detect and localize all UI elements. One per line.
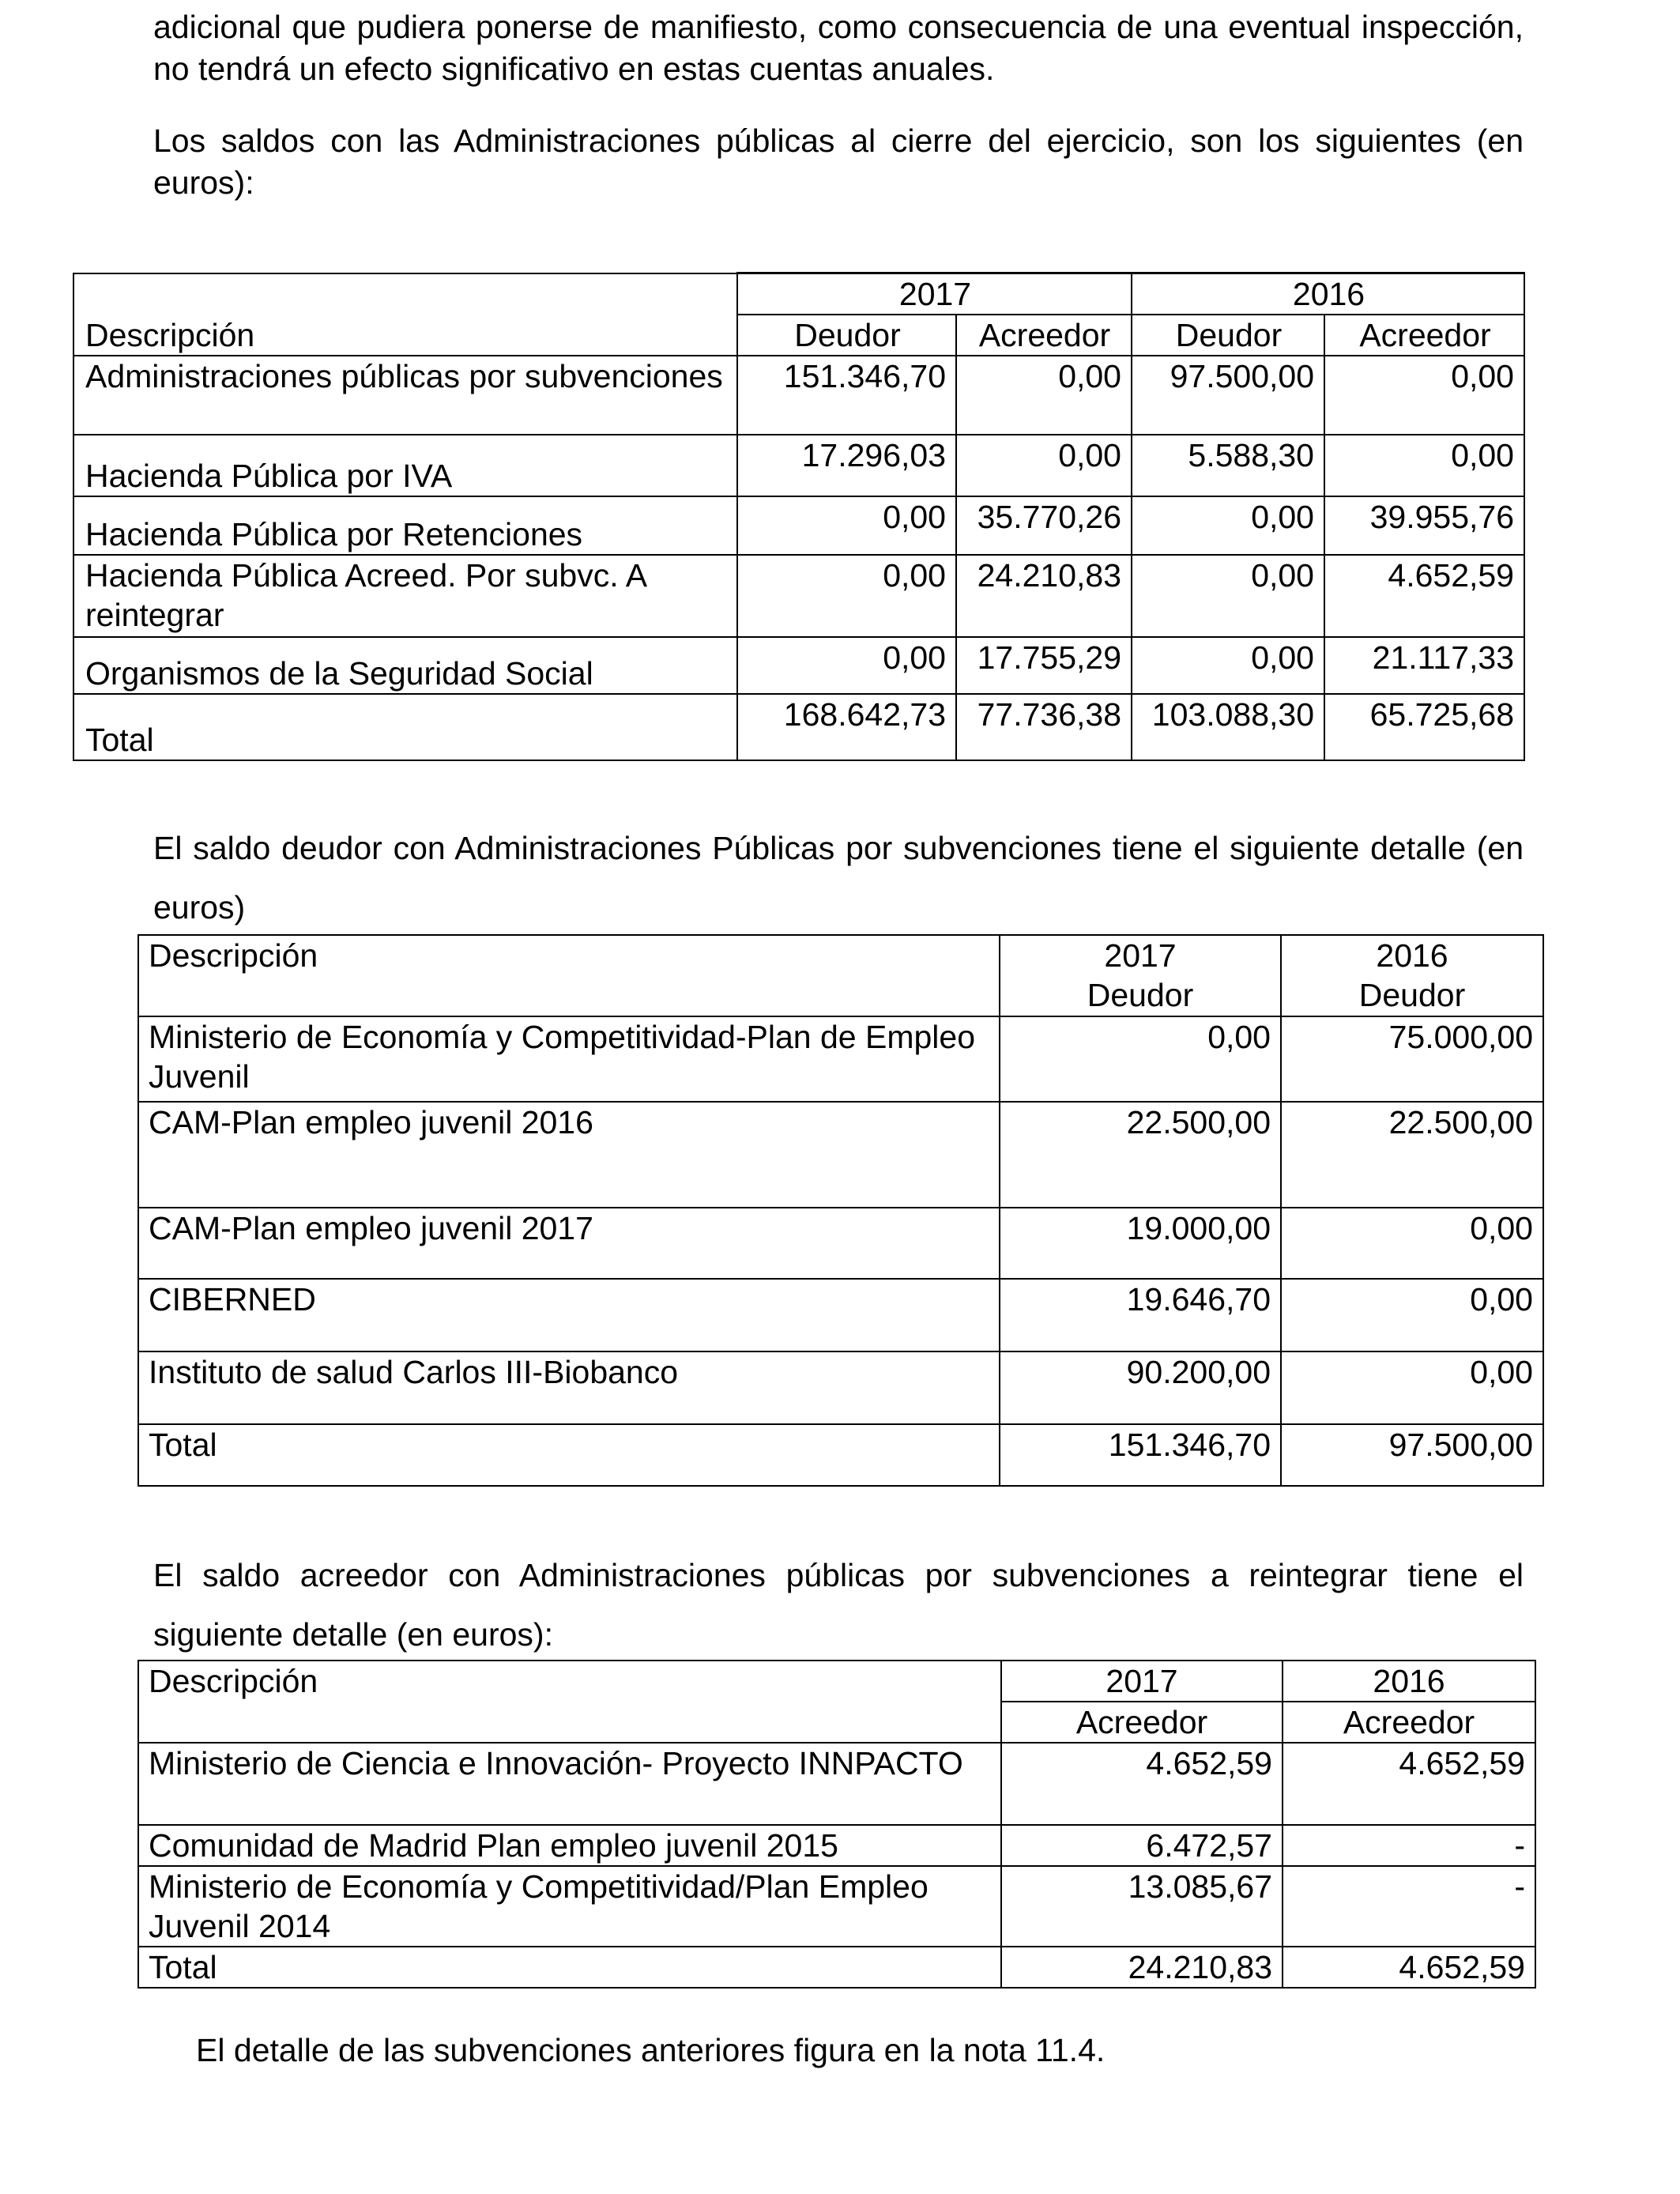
table3-year-2017: 2017 [1001,1661,1283,1702]
row-description: CAM-Plan empleo juvenil 2017 [138,1208,1000,1279]
table-row [138,1866,1535,1947]
cell-2017: 4.652,59 [1001,1743,1283,1825]
row-description: CAM-Plan empleo juvenil 2016 [138,1102,1000,1208]
row-description: Administraciones públicas por subvenciones [73,356,737,435]
cell-2017: 19.646,70 [1000,1279,1281,1351]
table-row [138,1102,1543,1208]
table3-acreedor-2017-header: Acreedor [1001,1702,1283,1743]
row-description: CIBERNED [138,1279,1000,1351]
table3-desc-header-bottom [138,1702,1001,1743]
table-row [138,1016,1543,1102]
table-row [138,1279,1543,1351]
cell-acreedor-2017: 77.736,38 [956,694,1132,760]
table-row [138,1351,1543,1424]
cell-acreedor-2016: 65.725,68 [1324,694,1524,760]
table3-acreedor-2016-header: Acreedor [1283,1702,1535,1743]
table1-desc-header: Descripción [73,315,737,356]
table2-desc-header: Descripción [138,935,1000,975]
cell-2016: - [1283,1866,1535,1947]
cell-2016: 75.000,00 [1281,1016,1543,1102]
table1-acreedor-2016-header: Acreedor [1324,315,1524,356]
table-row-total [73,694,1524,760]
table1-desc-header-top [73,273,737,315]
row-description: Total [73,694,737,760]
cell-2017: 19.000,00 [1000,1208,1281,1279]
table2-deudor-2016-header: Deudor [1281,975,1543,1016]
intro-paragraph: adicional que pudiera ponerse de manifiesto, como consecuencia de una eventual inspección, no tendrá un efecto significativo en estas cuentas anuales. [153,9,1524,88]
table-row [138,1743,1535,1825]
cell-acreedor-2016: 0,00 [1324,356,1524,435]
cell-deudor-2017: 151.346,70 [737,356,956,435]
table2-year-2016: 2016 [1281,935,1543,975]
table-row [138,1825,1535,1866]
row-description: Organismos de la Seguridad Social [73,637,737,694]
row-description: Total [138,1947,1001,1988]
table1-year-2016: 2016 [1132,273,1524,315]
cell-acreedor-2017: 0,00 [956,435,1132,496]
table2-desc-header-bottom [138,975,1000,1016]
cell-acreedor-2016: 39.955,76 [1324,496,1524,555]
cell-acreedor-2017: 24.210,83 [956,555,1132,637]
cell-deudor-2016: 0,00 [1132,496,1324,555]
cell-deudor-2017: 17.296,03 [737,435,956,496]
table-row [138,1208,1543,1279]
cell-deudor-2017: 0,00 [737,555,956,637]
cell-acreedor-2017: 35.770,26 [956,496,1132,555]
table1-acreedor-2017-header: Acreedor [956,315,1132,356]
row-description: Comunidad de Madrid Plan empleo juvenil 2015 [138,1825,1001,1866]
table1-deudor-2017-header: Deudor [737,315,956,356]
table-row-total [138,1424,1543,1486]
cell-2017: 0,00 [1000,1016,1281,1102]
row-description: Hacienda Pública por IVA [73,435,737,496]
cell-deudor-2016: 5.588,30 [1132,435,1324,496]
cell-acreedor-2017: 17.755,29 [956,637,1132,694]
row-description: Ministerio de Economía y Competitividad-Plan de Empleo Juvenil [138,1016,1000,1102]
cell-2016: 22.500,00 [1281,1102,1543,1208]
table-row [73,555,1524,637]
row-description: Total [138,1424,1000,1486]
table3-year-2016: 2016 [1283,1661,1535,1702]
saldos-table [73,272,1525,761]
table-row [73,356,1524,435]
table3-desc-header: Descripción [138,1661,1001,1702]
cell-deudor-2017: 168.642,73 [737,694,956,760]
table2-year-2017: 2017 [1000,935,1281,975]
cell-2016: 0,00 [1281,1351,1543,1424]
cell-2017: 6.472,57 [1001,1825,1283,1866]
cell-acreedor-2016: 21.117,33 [1324,637,1524,694]
deudor-detail-table [137,934,1544,1487]
row-description: Ministerio de Ciencia e Innovación- Proyecto INNPACTO [138,1743,1001,1825]
cell-acreedor-2016: 4.652,59 [1324,555,1524,637]
cell-2017: 22.500,00 [1000,1102,1281,1208]
cell-deudor-2016: 0,00 [1132,555,1324,637]
table1-year-2017: 2017 [737,273,1132,315]
cell-2017: 13.085,67 [1001,1866,1283,1947]
row-description: Ministerio de Economía y Competitividad/Plan Empleo Juvenil 2014 [138,1866,1001,1947]
cell-2017: 24.210,83 [1001,1947,1283,1988]
row-description: Hacienda Pública por Retenciones [73,496,737,555]
cell-2016: 4.652,59 [1283,1947,1535,1988]
cell-deudor-2016: 0,00 [1132,637,1324,694]
cell-2016: 97.500,00 [1281,1424,1543,1486]
deudor-detail-paragraph: El saldo deudor con Administraciones Públicas por subvenciones tiene el siguiente detalle (en euros) [153,830,1524,925]
row-description: Hacienda Pública Acreed. Por subvc. A reintegrar [73,555,737,637]
saldos-paragraph: Los saldos con las Administraciones públicas al cierre del ejercicio, son los siguientes (en euros): [153,123,1524,202]
cell-2016: 0,00 [1281,1279,1543,1351]
note-reference-paragraph: El detalle de las subvenciones anteriores figura en la nota 11.4. [196,2032,1106,2068]
cell-deudor-2017: 0,00 [737,637,956,694]
table-row [73,637,1524,694]
acreedor-detail-paragraph: El saldo acreedor con Administraciones públicas por subvenciones a reintegrar tiene el siguiente detalle (en euros): [153,1557,1524,1653]
cell-2016: 0,00 [1281,1208,1543,1279]
cell-acreedor-2017: 0,00 [956,356,1132,435]
table-row-total [138,1947,1535,1988]
cell-deudor-2016: 97.500,00 [1132,356,1324,435]
acreedor-detail-table [137,1660,1536,1989]
row-description: Instituto de salud Carlos III-Biobanco [138,1351,1000,1424]
cell-2017: 151.346,70 [1000,1424,1281,1486]
table-row [73,496,1524,555]
cell-2017: 90.200,00 [1000,1351,1281,1424]
cell-deudor-2017: 0,00 [737,496,956,555]
cell-deudor-2016: 103.088,30 [1132,694,1324,760]
cell-2016: 4.652,59 [1283,1743,1535,1825]
table-row [73,435,1524,496]
cell-2016: - [1283,1825,1535,1866]
cell-acreedor-2016: 0,00 [1324,435,1524,496]
table1-deudor-2016-header: Deudor [1132,315,1324,356]
table2-deudor-2017-header: Deudor [1000,975,1281,1016]
